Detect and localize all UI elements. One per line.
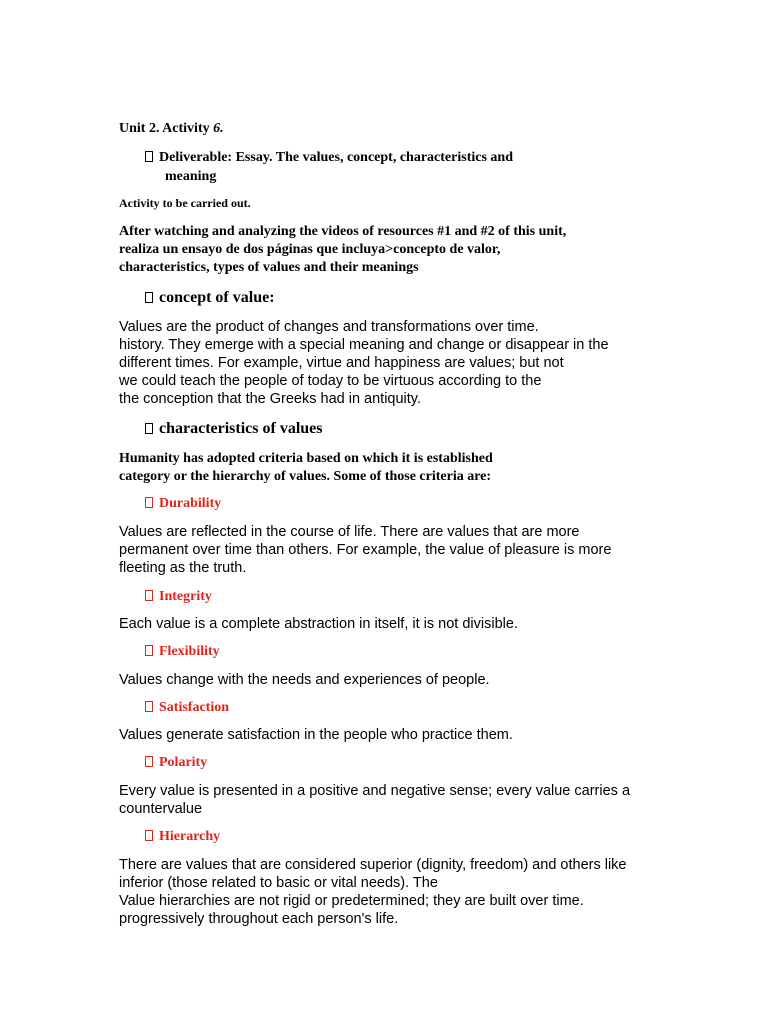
characteristics-heading [145,420,323,438]
checkbox-icon [145,701,153,712]
satisfaction-line-1: Values generate satisfaction in the people who practice them. [119,727,513,743]
item-title-text: Polarity [159,755,208,770]
checkbox-icon [145,497,153,508]
characteristics-heading-text: characteristics of values [159,420,323,437]
characteristics-intro-2: category or the hierarchy of values. Some of those criteria are: [119,469,492,484]
instruction-line-2: realiza un ensayo de dos páginas que incluya>concepto de valor, [119,242,501,257]
activity-label: Activity to be carried out. [119,196,251,210]
checkbox-icon [145,423,153,434]
item-title-text: Durability [159,496,222,511]
checkbox-icon [145,590,153,601]
item-title-text: Satisfaction [159,700,229,715]
characteristics-intro-1: Humanity has adopted criteria based on which it is established [119,451,493,466]
item-title-polarity [145,755,207,771]
concept-line-5: the conception that the Greeks had in antiquity. [119,391,422,407]
unit-title-number: 6. [213,121,224,136]
hierarchy-line-4: progressively throughout each person's life. [119,911,399,927]
durability-line-1: Values are reflected in the course of life. There are values that are more [119,524,580,540]
hierarchy-line-1: There are values that are considered superior (dignity, freedom) and others like [119,857,627,873]
checkbox-icon [145,830,153,841]
checkbox-icon [145,292,153,303]
concept-line-2: history. They emerge with a special meaning and change or disappear in the [119,337,609,353]
concept-line-3: different times. For example, virtue and happiness are values; but not [119,355,564,371]
checkbox-icon [145,645,153,656]
unit-title-prefix: Unit 2. Activity [119,121,214,136]
durability-line-2: permanent over time than others. For example, the value of pleasure is more [119,542,612,558]
concept-heading [145,289,275,307]
polarity-line-2: countervalue [119,801,203,817]
item-title-hierarchy [145,829,220,845]
polarity-line-1: Every value is presented in a positive and negative sense; every value carries a [119,783,631,799]
deliverable-line-2: meaning [165,169,217,184]
concept-line-4: we could teach the people of today to be virtuous according to the [119,373,542,389]
instruction-line-1: After watching and analyzing the videos of resources #1 and #2 of this unit, [119,224,567,239]
flexibility-line-1: Values change with the needs and experiences of people. [119,672,490,688]
item-title-integrity [145,589,212,605]
checkbox-icon [145,151,153,162]
hierarchy-line-2: inferior (those related to basic or vital needs). The [119,875,438,891]
deliverable-text: Deliverable: Essay. The values, concept, characteristics and [159,150,513,165]
hierarchy-line-3: Value hierarchies are not rigid or predetermined; they are built over time. [119,893,584,909]
checkbox-icon [145,756,153,767]
item-title-text: Integrity [159,589,212,604]
deliverable-line-1 [145,150,513,166]
concept-line-1: Values are the product of changes and transformations over time. [119,319,539,335]
item-title-text: Hierarchy [159,829,221,844]
unit-title [119,121,224,137]
concept-heading-text: concept of value: [159,289,275,306]
item-title-satisfaction [145,700,229,716]
durability-line-3: fleeting as the truth. [119,560,247,576]
item-title-durability [145,496,221,512]
item-title-text: Flexibility [159,644,220,659]
item-title-flexibility [145,644,220,660]
integrity-line-1: Each value is a complete abstraction in itself, it is not divisible. [119,616,518,632]
instruction-line-3: characteristics, types of values and their meanings [119,260,419,275]
